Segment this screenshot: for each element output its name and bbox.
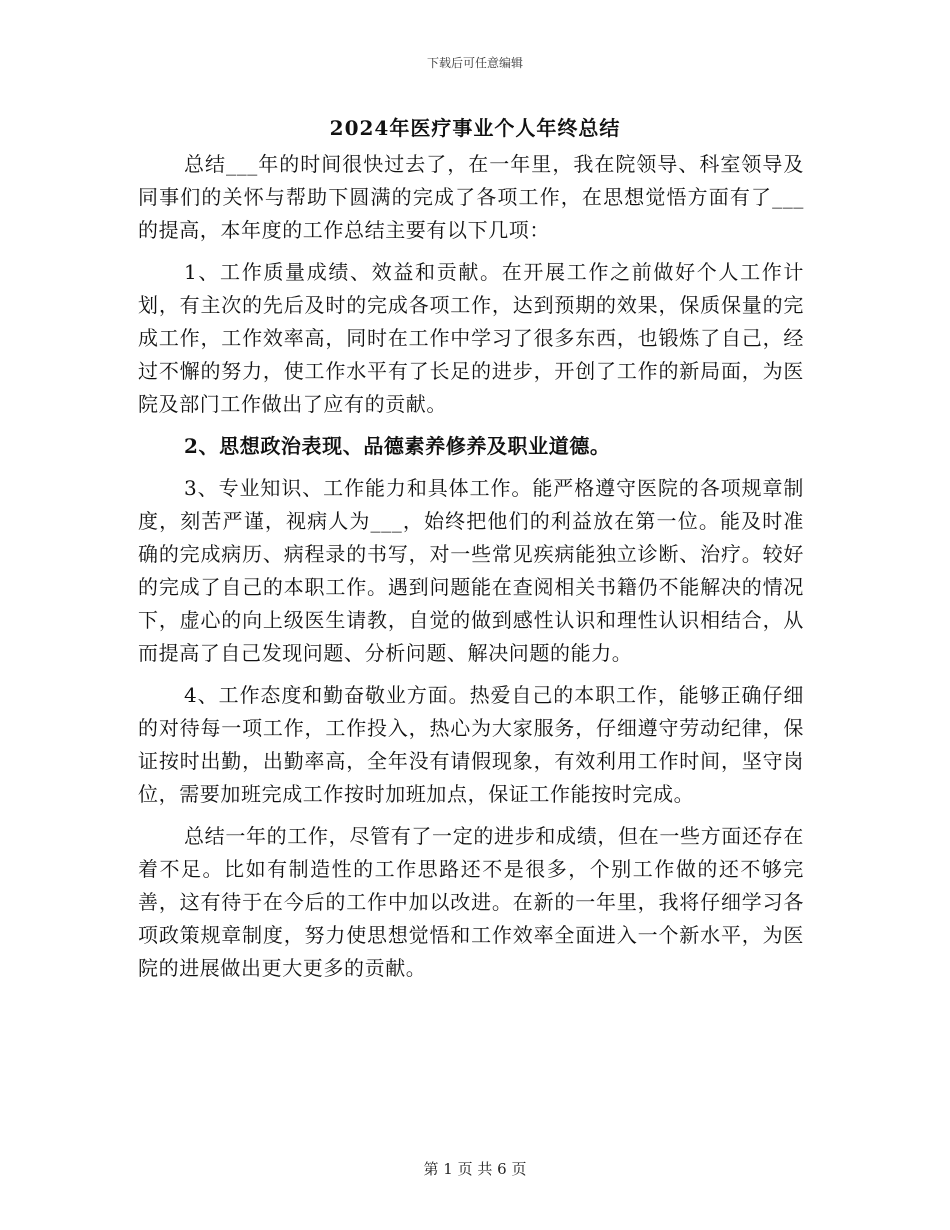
page-number-footer: 第 1 页 共 6 页 xyxy=(423,1160,527,1178)
document-title: 2024年医疗事业个人年终总结 xyxy=(329,116,621,140)
document-body xyxy=(138,148,804,985)
paragraph-item-1: 1、工作质量成绩、效益和贡献。在开展工作之前做好个人工作计划，有主次的先后及时的完成各项工作，达到预期的效果，保质保量的完成工作，工作效率高，同时在工作中学习了很多东西，也锻炼了自己，经过不懈的努力，使工作水平有了长足的进步，开创了工作的新局面，为医院及部门工作做出了应有的贡献。 xyxy=(138,260,804,416)
paragraph-conclusion: 总结一年的工作，尽管有了一定的进步和成绩，但在一些方面还存在着不足。比如有制造性的工作思路还不是很多，个别工作做的还不够完善，这有待于在今后的工作中加以改进。在新的一年里，我将仔细学习各项政策规章制度，努力使思想觉悟和工作效率全面进入一个新水平，为医院的进展做出更大更多的贡献。 xyxy=(138,824,804,980)
paragraph-item-2-heading: 2、思想政治表现、品德素养修养及职业道德。 xyxy=(184,434,611,458)
header-note: 下载后可任意编辑 xyxy=(426,56,523,70)
paragraph-item-3: 3、专业知识、工作能力和具体工作。能严格遵守医院的各项规章制度，刻苦严谨，视病人为___，始终把他们的利益放在第一位。能及时准确的完成病历、病程录的书写，对一些常见疾病能独立诊断、治疗。较好的完成了自己的本职工作。遇到问题能在查阅相关书籍仍不能解决的情况下，虚心的向上级医生请教，自觉的做到感性认识和理性认识相结合，从而提高了自己发现问题、分析问题、解决问题的能力。 xyxy=(138,476,804,665)
paragraph-intro: 总结___年的时间很快过去了，在一年里，我在院领导、科室领导及同事们的关怀与帮助下圆满的完成了各项工作，在思想觉悟方面有了___的提高，本年度的工作总结主要有以下几项： xyxy=(138,152,804,242)
paragraph-item-4: 4、工作态度和勤奋敬业方面。热爱自己的本职工作，能够正确仔细的对待每一项工作，工作投入，热心为大家服务，仔细遵守劳动纪律，保证按时出勤，出勤率高，全年没有请假现象，有效利用工作时间，坚守岗位，需要加班完成工作按时加班加点，保证工作能按时完成。 xyxy=(138,683,804,806)
